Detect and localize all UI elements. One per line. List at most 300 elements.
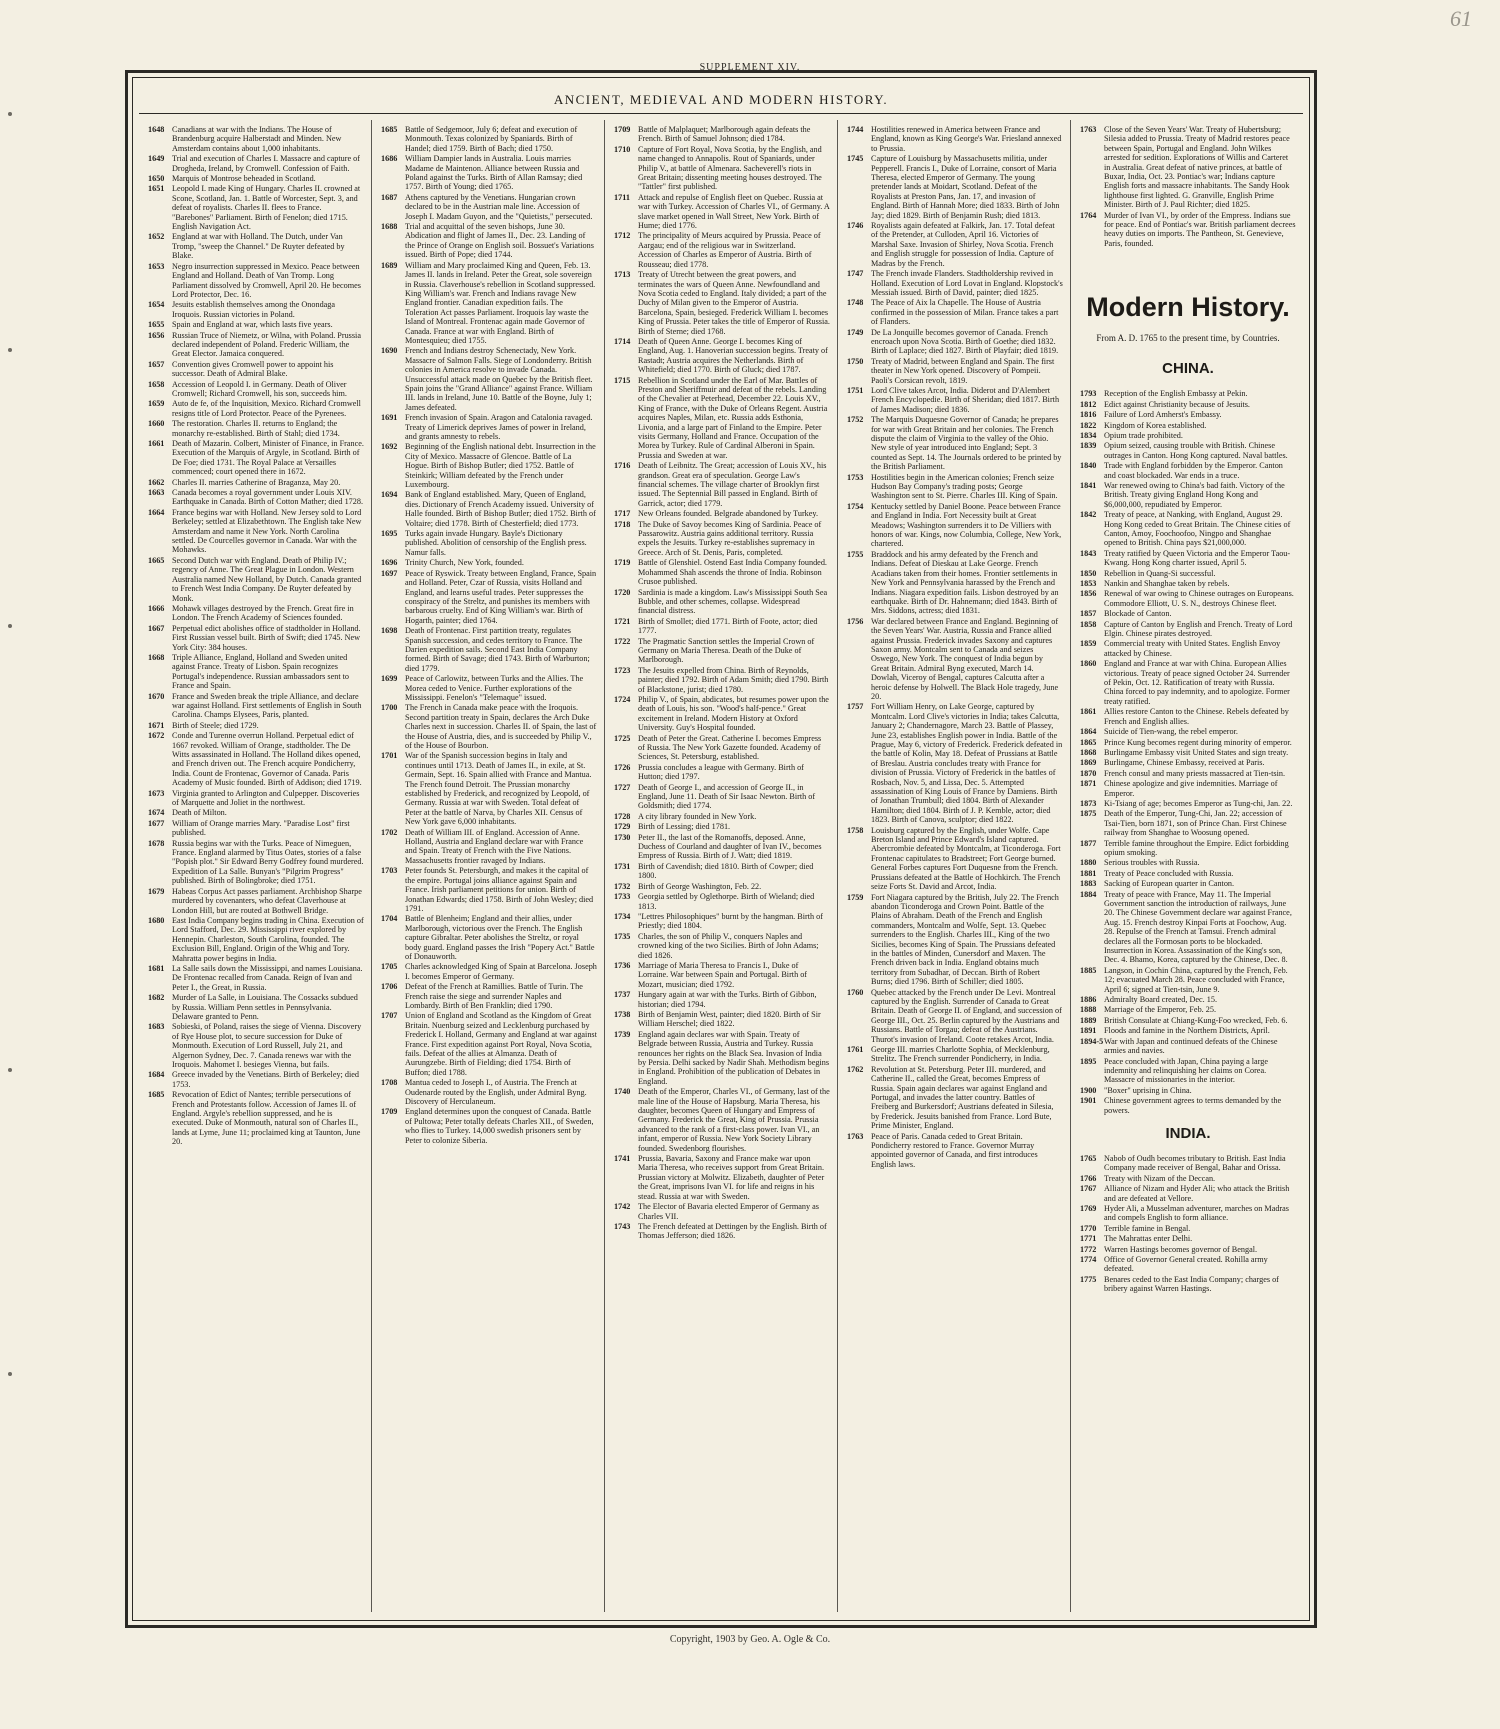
entry-year: 1691 [381, 413, 398, 423]
entry-year: 1705 [381, 962, 398, 972]
entry-year: 1864 [1080, 727, 1097, 737]
entry-text: Treaty ratified by Queen Victoria and the Emperor Taou-Kwang. Hong Kong charter issued, April 5. [1104, 548, 1291, 568]
entry-year: 1686 [381, 154, 398, 164]
entry-text: England again declares war with Spain. Treaty of Belgrade between Russia, Austria and Turkey. Russia renounces her rights on the Black Sea. Invasion of India by Persia. Delhi sacked by Nadir Shah. Methodism begins in England. Prohibition of the publication of Debates in England. [638, 1029, 830, 1086]
history-entry [1080, 707, 1296, 726]
entry-year: 1750 [847, 356, 864, 366]
history-entry [381, 346, 597, 412]
frame-inner [132, 77, 1310, 1621]
entry-text: Allies restore Canton to the Chinese. Rebels defeated by French and English allies. [1104, 707, 1289, 726]
history-entry [1080, 639, 1296, 658]
entry-year: 1769 [1080, 1203, 1097, 1213]
entry-text: Louisburg captured by the English, under Wolfe. Cape Breton Island and Prince Edward's Island captured. Abercrombie defeated by Montcalm, at Ticonderoga. Fort Frontenac capitulates to Bradstreet; Fort George burned. General Forbes captures Fort Duquesne from the French. Prussians defeated at the Battle of Hochkirch. The French seize Forts St. David and Arcot, India. [871, 825, 1061, 892]
history-entry [1080, 609, 1296, 618]
entry-year: 1700 [381, 703, 398, 713]
history-entry [381, 558, 597, 567]
history-entry [614, 270, 830, 336]
entry-text: The Peace of Aix la Chapelle. The House of Austria confirmed in the possession of Milan. France takes a part of Flanders. [871, 298, 1059, 327]
modern-history-subtitle: From A. D. 1765 to the present time, by Countries. [1096, 333, 1280, 344]
entry-text: Blockade of Canton. [1104, 609, 1172, 619]
entry-text: William of Orange marries Mary. "Paradise Lost" first published. [172, 818, 350, 838]
history-entry [614, 862, 830, 881]
entry-text: Nankin and Shanghae taken by rebels. [1104, 579, 1230, 588]
entry-year: 1834 [1080, 430, 1097, 440]
entry-text: The Elector of Bavaria elected Emperor of Germany as Charles VII. [638, 1202, 819, 1221]
entry-text: England at war with Holland. The Dutch, under Van Tromp, "sweep the Channel." De Ruyter defeated by Blake. [172, 232, 345, 261]
history-entry [847, 893, 1063, 987]
binding-hole [8, 1372, 12, 1376]
entry-text: Spain and England at war, which lasts five years. [172, 320, 333, 330]
entry-text: Treaty of Madrid, between England and Spain. The first theater in New York opened. Discovery of Pompeii. Paoli's Corsican revolt, 1819. [871, 356, 1055, 385]
entry-year: 1657 [148, 359, 165, 369]
history-entry [614, 783, 830, 811]
entry-text: Death of Leibnitz. The Great; accession of Louis XV., his grandson. Great era of speculation. George Law's financial schemes. The village charter of Brooklyn first issued. The Septennial Bill passed in England. Birth of Garrick, actor; died 1779. [638, 461, 827, 508]
history-entry [1080, 589, 1296, 608]
entry-text: New Orleans founded. Belgrade abandoned by Turkey. [638, 509, 819, 519]
entry-text: Sobieski, of Poland, raises the siege of Vienna. Discovery of Rye House plot, to secure succession for Duke of Monmouth. Execution of Lord Russell, July 21, and Algernon Sydney, Dec. 7. Canada renews war with the Iroquois. Mahomet I. besieges Vienna, but fails. [172, 1022, 362, 1069]
history-entry [1080, 966, 1296, 994]
entry-year: 1767 [1080, 1184, 1097, 1194]
entry-year: 1724 [614, 694, 631, 704]
entry-text: Battle of Blenheim; England and their allies, under Marlborough, victorious over the French. The English capture Gibraltar. Peter abolishes the Streltz, or royal body guard. England passes the Irish "Popery Act." Battle of Donauworth. [405, 914, 595, 961]
history-entry [614, 520, 830, 558]
entry-year: 1751 [847, 385, 864, 395]
history-entry [148, 184, 364, 231]
history-entry [148, 439, 364, 477]
history-entry [614, 1087, 830, 1153]
entry-year: 1757 [847, 702, 864, 712]
entry-text: Birth of Smollet; died 1771. Birth of Foote, actor; died 1777. [638, 616, 818, 636]
entry-text: Ki-Tsiang of age; becomes Emperor as Tung-chi, Jan. 22. [1104, 798, 1293, 808]
history-entry [1080, 995, 1296, 1004]
entry-text: Leopold I. made King of Hungary. Charles II. crowned at Scone, Scotland, Jan. 1. Battle of Worcester, Sept. 3, and defeat of royalists. Charles II. flees to France. "Barebones" Parliament. Birth of Fenelon; died 1715. English Navigation Act. [172, 184, 361, 232]
entry-text: Marquis of Montrose beheaded in Scotland. [172, 174, 316, 184]
entry-text: Mohawk villages destroyed by the French. Great fire in London. The French Academy of Sciences founded. [172, 603, 354, 623]
entry-year: 1685 [148, 1090, 165, 1100]
entry-year: 1889 [1080, 1015, 1097, 1025]
entry-text: Sacking of European quarter in Canton. [1104, 879, 1235, 889]
history-entry [1080, 1255, 1296, 1274]
entry-year: 1692 [381, 442, 398, 452]
entry-year: 1674 [148, 808, 165, 818]
entry-text: Treaty of peace with France, May 11. The Imperial Government sanction the introduction of railways, June 20. The Chinese Government declare war against France, Aug. 15. French destroy Kinpai Forts at Foochow, Aug. 28. Repulse of the French at Tamsui. French admiral declares all the Formosan ports to be blockaded. Insurrection in Korea. Assassination of the King's son, Dec. 4. Bhamo, Korea, captured by the Chinese, Dec. 8. [1104, 889, 1292, 965]
page-title: ANCIENT, MEDIEVAL AND MODERN HISTORY. [553, 92, 889, 107]
entry-year: 1707 [381, 1011, 398, 1021]
entry-year: 1654 [148, 300, 165, 310]
history-entry [148, 721, 364, 730]
history-entry [847, 269, 1063, 297]
history-entry [614, 509, 830, 518]
history-entry [148, 887, 364, 915]
entry-year: 1901 [1080, 1096, 1097, 1106]
entry-year: 1727 [614, 782, 631, 792]
entry-year: 1689 [381, 260, 398, 270]
entry-year: 1858 [1080, 619, 1097, 629]
history-entry [1080, 1016, 1296, 1025]
entry-text: The Pragmatic Sanction settles the Imperial Crown of Germany on Maria Theresa. Death of the Duke of Marlborough. [638, 636, 815, 665]
entry-text: "Lettres Philosophiques" burnt by the hangman. Birth of Priestly; died 1804. [638, 911, 823, 931]
entry-year: 1680 [148, 915, 165, 925]
entry-text: Death of the Emperor, Tung-Chi, Jan. 22; accession of Tsai-Tien, born 1871, son of Prince Chan. First Chinese railway from Shanghae to Woosung opened. [1104, 809, 1287, 838]
history-entry [148, 653, 364, 691]
entry-text: French and Indians destroy Schenectady, New York. Massacre of Salmon Falls. Siege of Londonderry. British colonies in America resolve to invade Canada. Unsuccessful attack made on Quebec by the British fleet. Spain joins the "Grand Alliance" against France. William III. lands in Ireland, June 10. Battle of the Boyne, July 1; James defeated. [405, 346, 593, 412]
india-heading: INDIA. [1165, 1124, 1211, 1142]
history-entry [847, 502, 1063, 549]
entry-text: Failure of Lord Amherst's Embassy. [1104, 410, 1222, 420]
history-entry [847, 550, 1063, 616]
entry-text: Opium trade prohibited. [1104, 430, 1183, 440]
entry-year: 1672 [148, 731, 165, 741]
history-entry [148, 1090, 364, 1146]
history-entry [847, 125, 1063, 153]
history-entry [847, 826, 1063, 892]
entry-year: 1738 [614, 1009, 631, 1019]
entry-year: 1687 [381, 192, 398, 202]
history-entry [614, 337, 830, 375]
entry-text: The Mahrattas enter Delhi. [1104, 1234, 1193, 1244]
entry-year: 1681 [148, 963, 165, 973]
entry-year: 1697 [381, 568, 398, 578]
entry-year: 1663 [148, 488, 165, 498]
entry-text: Renewal of war owing to Chinese outrages on Europeans. Commodore Elliott, U. S. N., destroys Chinese fleet. [1104, 589, 1294, 608]
entry-year: 1711 [614, 192, 630, 202]
entry-text: Quebec attacked by the French under De Levi. Montreal captured by the English. Surrender of Canada to Great Britain. Death of George II. of England, and succession of George III., Oct. 25. Berlin captured by the Austrians and Russians. Battle of Torgau; defeat of the Austrians. Thurot's invasion of Ireland. Coote retakes Arcot, India. [871, 987, 1062, 1044]
entry-year: 1717 [614, 509, 631, 519]
entry-text: Birth of George Washington, Feb. 22. [638, 881, 762, 891]
history-entry [148, 993, 364, 1021]
entry-text: Hostilities begin in the American colonies; French seize Hudson Bay Company's trading posts; George Washington sent to St. Pierre. Charles III. King of Spain. [871, 472, 1058, 501]
history-entry [381, 703, 597, 750]
entry-text: De La Jonquille becomes governor of Canada. French encroach upon Nova Scotia. Birth of Goethe; died 1832. Birth of Laplace; died 1827. Birth of Playfair; died 1819. [871, 327, 1059, 356]
entry-year: 1822 [1080, 420, 1097, 430]
history-entry [148, 380, 364, 399]
history-entry [1080, 659, 1296, 706]
entry-year: 1759 [847, 892, 864, 902]
entry-text: Peter II., the last of the Romanoffs, deposed. Anne, Duchess of Courland and daughter of Ivan IV., becomes Empress of Russia. Birth of J. Watt; died 1819. [638, 832, 822, 861]
entry-year: 1742 [614, 1202, 631, 1212]
binding-hole [8, 624, 12, 628]
entry-year: 1648 [148, 125, 165, 134]
history-entry [148, 320, 364, 329]
entry-year: 1880 [1080, 858, 1097, 868]
entry-year: 1839 [1080, 441, 1097, 451]
entry-year: 1677 [148, 818, 165, 828]
history-entry [148, 360, 364, 379]
entry-text: Burlingame, Chinese Embassy, received at Paris. [1104, 758, 1265, 768]
entry-text: Peace of Paris. Canada ceded to Great Britain. Pondicherry restored to France. Governor Murray appointed governor of Canada, and first introduces English laws. [871, 1131, 1038, 1169]
history-entry [148, 964, 364, 992]
entry-text: Battle of Sedgemoor, July 6; defeat and execution of Monmouth. Texas colonized by Spaniards. Birth of Handel; died 1759. Birth of Bach; died 1750. [405, 125, 578, 153]
entry-year: 1816 [1080, 410, 1097, 420]
history-entry [614, 695, 830, 733]
entry-text: Peace of Carlowitz, between Turks and the Allies. The Morea ceded to Venice. Further explorations of the Mississippi. Fenelon's "Telemaque" issued. [405, 674, 584, 702]
entry-text: Chinese apologize and give indemnities. Marriage of Emperor. [1104, 779, 1278, 798]
entry-year: 1708 [381, 1078, 398, 1088]
entry-year: 1709 [614, 125, 631, 134]
entry-year: 1725 [614, 733, 631, 743]
history-entry [614, 912, 830, 931]
entry-year: 1885 [1080, 965, 1097, 975]
entry-year: 1696 [381, 558, 398, 568]
entry-text: Birth of Benjamin West, painter; died 1820. Birth of Sir William Herschel; died 1822. [638, 1009, 821, 1029]
entry-year: 1754 [847, 501, 864, 511]
history-entry [847, 473, 1063, 501]
entry-text: Prussia concludes a league with Germany. Birth of Hutton; died 1797. [638, 762, 804, 782]
entry-text: Warren Hastings becomes governor of Bengal. [1104, 1244, 1258, 1254]
entry-text: William and Mary proclaimed King and Queen, Feb. 13. James II. lands in Ireland. Peter the Great, sole sovereign in Russia. Claverhouse's rebellion in Scotland suppressed. King William's war. French and Indians ravage New England frontier. Canadian expedition fails. The Toleration Act passes Parliament. Iroquois lay waste the Island of Montreal. Frontenac again made Governor of Canada. France at war with England. Birth of Montesquieu; died 1755. [405, 260, 596, 345]
entry-text: Floods and famine in the Northern Districts, April. [1104, 1026, 1270, 1036]
entry-year: 1853 [1080, 579, 1097, 588]
entry-year: 1662 [148, 477, 165, 487]
history-entry [1080, 769, 1296, 778]
entry-text: Hyder Ali, a Musselman adventurer, marches on Madras and compels English to form alliance. [1104, 1203, 1289, 1223]
history-entry [1080, 1037, 1296, 1056]
entry-year: 1739 [614, 1029, 631, 1039]
entry-text: Death of William III. of England. Accession of Anne. Holland, Austria and England declare war with France and Spain. Treaty of French with the Five Nations. Massachusetts frontier ravaged by Indians. [405, 827, 584, 865]
entry-year: 1735 [614, 931, 631, 941]
entry-text: Beginning of the English national debt. Insurrection in the City of Mexico. Massacre of Glencoe. Battle of La Hogue. Birth of Bishop Butler; died 1752. Battle of Steinkirk; William defeated by the French under Luxembourg. [405, 442, 596, 490]
history-entry [614, 193, 830, 231]
entry-text: Prince Kung becomes regent during minority of emperor. [1104, 737, 1292, 747]
entry-year: 1671 [148, 720, 165, 730]
history-entry [148, 1022, 364, 1069]
entry-text: Treaty of peace, at Nanking, with England, August 29. Hong Kong ceded to Great Britain. The Chinese cities of Canton, Amoy, Foochoofoo, Ningpo and Shanghae opened to British. China pays $21,000,000. [1104, 510, 1291, 548]
history-entry [847, 328, 1063, 356]
entry-year: 1900 [1080, 1085, 1097, 1095]
entry-text: Russia begins war with the Turks. Peace of Nimeguen, France. England alarmed by Titus Oates, stories of a false "Popish plot." Sir Edward Berry Godfrey found murdered. Expedition of La Salle. Bunyan's "Pilgrim Progress" published. Birth of Bolingbroke; died 1751. [172, 838, 364, 886]
entry-text: Capture of Louisburg by Massachusetts militia, under Pepperell. Francis I., Duke of Lorraine, consort of Maria Theresa, elected Emperor of Germany. The young pretender lands at Moidart, Scotland. Defeat of the Royalists at Preston Pans, Jan. 17, and invasion of England. Birth of Hannah More; died 1833. Birth of John Jay; died 1829. Birth of Benjamin Rush; died 1813. [871, 154, 1060, 220]
history-entry [614, 1222, 830, 1241]
entry-text: Edict against Christianity because of Jesuits. [1104, 399, 1250, 409]
history-entry [148, 839, 364, 886]
entry-text: Trial and acquittal of the seven bishops, June 30. Abdication and flight of James II., Dec. 23. Landing of the Prince of Orange on English soil. Bossuet's Variations issued. Birth of Pope; died 1744. [405, 222, 594, 260]
history-entry [381, 442, 597, 489]
entry-text: Accession of Leopold I. in Germany. Death of Oliver Cromwell; Richard Cromwell, his son, succeeds him. [172, 379, 347, 398]
history-entry [381, 982, 597, 1010]
history-entry [148, 731, 364, 787]
entry-year: 1884 [1080, 889, 1097, 899]
entry-text: Charles, the son of Philip V., conquers Naples and crowned king of the two Sicilies. Birth of John Adams; died 1826. [638, 931, 819, 960]
history-entry [614, 617, 830, 636]
history-entry [381, 828, 597, 866]
history-entry [847, 1132, 1063, 1170]
history-entry [148, 624, 364, 652]
history-entry [1080, 890, 1296, 965]
history-entry [614, 734, 830, 762]
entry-year: 1741 [614, 1154, 631, 1164]
entry-text: Serious troubles with Russia. [1104, 858, 1200, 868]
entry-text: Greece invaded by the Venetians. Birth of Berkeley; died 1753. [172, 1070, 359, 1089]
history-entry [148, 125, 364, 153]
entry-year: 1720 [614, 587, 631, 597]
entry-text: Charles II. marries Catherine of Braganza, May 20. [172, 477, 341, 487]
entry-year: 1752 [847, 415, 864, 425]
entry-year: 1709 [381, 1107, 398, 1117]
entry-text: La Salle sails down the Mississippi, and names Louisiana. De Frontenac recalled from Canada. Reign of Ivan and Peter I., the Great, in Russia. [172, 963, 363, 992]
history-entry [381, 261, 597, 346]
entry-text: Death of Frontenac. First partition treaty, regulates Spanish succession, and cedes territory to France. The Darien expedition sails. Second East India Company formed. Birth of Savage; died 1743. Birth of Warburton; died 1779. [405, 626, 590, 673]
entry-text: Perpetual edict abolishes office of stadtholder in Holland. First Russian vessel built. Birth of Swift; died 1745. New York City: 384 houses. [172, 623, 361, 652]
entry-year: 1745 [847, 154, 864, 164]
entry-year: 1881 [1080, 868, 1097, 878]
entry-year: 1764 [1080, 210, 1097, 220]
entry-text: East India Company begins trading in China. Execution of Lord Stafford, Dec. 29. Mississippi river explored by Hennepin. Charleston, South Carolina, founded. The Exclusion Bill, England. Origin of the Whig and Tory. Mahratta power begins in India. [172, 915, 364, 963]
history-entry [1080, 1096, 1296, 1115]
entry-year: 1703 [381, 866, 398, 876]
entry-year: 1668 [148, 652, 165, 662]
entry-text: Hostilities renewed in America between France and England, known as King George's War. Friesland annexed to Prussia. [871, 125, 1062, 153]
history-entry [1080, 481, 1296, 509]
history-entry [1080, 1057, 1296, 1085]
entry-year: 1728 [614, 811, 631, 821]
history-entry [1080, 779, 1296, 798]
entry-year: 1670 [148, 691, 165, 701]
history-entry [148, 174, 364, 183]
entry-text: Admiralty Board created, Dec. 15. [1104, 995, 1217, 1005]
modern-history-title: Modern History. [1086, 292, 1290, 323]
entry-text: War declared between France and England. Beginning of the Seven Years' War. Austria, Russia and France allied against Prussia. Frederick invades Saxony and captures Saxon army. Montcalm sent to Canada and seizes Oswego, New York. The conquest of India begun by Great Britain. Admiral Byng executed, March 14. Dowlah, Viceroy of Bengal, captures Calcutta after a heroic defense by Holwell. The Black Hole tragedy, June 20. [871, 616, 1059, 701]
entry-text: Royalists again defeated at Falkirk, Jan. 17. Total defeat of the Pretender, at Culloden, April 16. Victories of Marshal Saxe. Invasion of Shirley, Nova Scotia. French and English struggle for possession of India. Capture of Madras by the French. [871, 221, 1055, 268]
entry-text: Trade with England forbidden by the Emperor. Canton and coast blockaded. War ends in a truce. [1104, 461, 1283, 480]
history-entry [381, 1107, 597, 1145]
history-entry [614, 1202, 830, 1221]
entry-text: Peace concluded with Japan, China paying a large indemnity and relinquishing her claims on Corea. Massacre of missionaries in the interior. [1104, 1056, 1268, 1085]
entry-text: Treaty of Peace concluded with Russia. [1104, 868, 1234, 878]
entry-year: 1865 [1080, 737, 1097, 747]
history-entry [1080, 620, 1296, 639]
history-entry [614, 990, 830, 1009]
history-entry [847, 1065, 1063, 1131]
history-entry [148, 604, 364, 623]
entry-year: 1659 [148, 399, 165, 409]
entry-year: 1732 [614, 881, 631, 891]
history-entry [614, 812, 830, 821]
entry-year: 1850 [1080, 568, 1097, 578]
binding-hole [8, 348, 12, 352]
history-entry [1080, 758, 1296, 767]
entry-text: Commercial treaty with United States. English Envoy attacked by Chinese. [1104, 639, 1281, 658]
entry-text: Georgia settled by Oglethorpe. Birth of Wieland; died 1813. [638, 892, 815, 911]
history-entry [847, 415, 1063, 471]
entry-text: Reception of the English Embassy at Pekin. [1104, 389, 1248, 399]
history-entry [1080, 809, 1296, 837]
binding-hole [8, 112, 12, 116]
history-entry [381, 222, 597, 260]
entry-year: 1660 [148, 419, 165, 429]
entry-text: France begins war with Holland. New Jersey sold to Lord Berkeley; settled at Elizabethtown. The English take New Amsterdam and name it New York. North Carolina settled. De Courcelles governor in Canada. War with the Mohawks. [172, 507, 362, 555]
history-entry [614, 932, 830, 960]
entry-year: 1868 [1080, 747, 1097, 757]
entry-year: 1719 [614, 558, 631, 568]
history-entry [614, 231, 830, 269]
history-entry [148, 916, 364, 963]
entry-year: 1650 [148, 174, 165, 184]
entry-text: Benares ceded to the East India Company; charges of bribery against Warren Hastings. [1104, 1274, 1279, 1294]
entry-text: Murder of Ivan VI., by order of the Empress. Indians sue for peace. End of Pontiac's war. British parliament decrees heavy duties on imports. The Pantheon, St. Genevieve, Paris, founded. [1104, 210, 1296, 248]
entry-text: Birth of Lessing; died 1781. [638, 822, 731, 832]
entry-text: The Marquis Duquesne Governor of Canada; he prepares for war with Great Britain and her colonies. The French dispute the claim of Virginia to the valley of the Ohio. New style of year introduced into England; Sept. 3 counted as Sept. 14. The Journals ordered to be printed by the British Parliament. [871, 415, 1062, 472]
history-entry [614, 763, 830, 782]
history-entry [1080, 879, 1296, 888]
entry-year: 1763 [847, 1131, 864, 1141]
entry-year: 1723 [614, 665, 631, 675]
entry-year: 1649 [148, 154, 165, 164]
entry-text: Death of Queen Anne. George I. becomes King of England, Aug. 1. Hanoverian succession begins. Treaty of Rastadt; Austria acquires the Netherlands. Birth of Whitefield; died 1770. Birth of Gluck; died 1787. [638, 336, 828, 375]
entry-text: France and Sweden break the triple Alliance, and declare war against Holland. First settlements of English in South Carolina. Champs Elysees, Paris, planted. [172, 691, 362, 720]
history-entry [614, 558, 830, 586]
history-entry [1080, 1234, 1296, 1243]
entry-text: Philip V., of Spain, abdicates, but resumes power upon the death of Louis, his son. "Wood's half-pence." Great excitement in Ireland. Modern History at Oxford University. Guy's Hospital founded. [638, 694, 829, 733]
entry-text: Mantua ceded to Joseph I., of Austria. The French at Oudenarde routed by the English, under Admiral Byng. Discovery of Herculaneum. [405, 1078, 587, 1107]
entry-year: 1753 [847, 472, 864, 482]
entry-text: Athens captured by the Venetians. Hungarian crown declared to be in the Austrian male line. Accession of Joseph I. Madam Guyon, and the "Quietists," persecuted. [405, 192, 593, 221]
history-entry [148, 808, 364, 817]
entry-year: 1704 [381, 914, 398, 924]
entry-year: 1758 [847, 825, 864, 835]
entry-year: 1775 [1080, 1274, 1097, 1284]
entry-text: Canada becomes a royal government under Louis XIV. Earthquake in Canada. Birth of Cotton Mather; died 1728. [172, 488, 363, 507]
entry-year: 1652 [148, 232, 165, 242]
entry-year: 1894-5 [1080, 1036, 1104, 1046]
entry-year: 1763 [1080, 125, 1097, 134]
history-entry [1080, 799, 1296, 808]
entry-year: 1748 [847, 298, 864, 308]
history-entry [1080, 421, 1296, 430]
entry-text: Langson, in Cochin China, captured by the French, Feb. 12; evacuated March 28. Peace concluded with France, April 6; signed at Tien-tsin, June 9. [1104, 965, 1288, 994]
entry-text: "Boxer" uprising in China. [1104, 1085, 1192, 1095]
entry-text: Triple Alliance, England, Holland and Sweden united against France. Treaty of Lisbon. Spain recognizes Portugal's independence. Russian ambassadors sent to France and Spain. [172, 652, 350, 691]
entry-year: 1857 [1080, 609, 1097, 619]
entry-year: 1756 [847, 616, 864, 626]
entry-text: Marriage of the Emperor, Feb. 25. [1104, 1005, 1216, 1015]
history-entry [1080, 389, 1296, 398]
history-entry [381, 1011, 597, 1077]
history-entry [148, 419, 364, 438]
entry-year: 1731 [614, 861, 631, 871]
entry-text: The French defeated at Dettingen by the English. Birth of Thomas Jefferson; died 1826. [638, 1221, 827, 1241]
entry-text: French invasion of Spain. Aragon and Catalonia ravaged. Treaty of Limerick deprives James of power in Ireland, and grants amnesty to rebels. [405, 413, 593, 441]
history-entry [1080, 579, 1296, 588]
entry-year: 1714 [614, 336, 631, 346]
history-entry [1080, 1204, 1296, 1223]
entry-year: 1664 [148, 507, 165, 517]
entry-year: 1684 [148, 1070, 165, 1080]
entry-text: The French in Canada make peace with the Iroquois. Second partition treaty in Spain, declares the Arch Duke Charles next in succession. Charles II. of Spain, the last of the House of Austria, dies, and is succeeded by Philip V., of the House of Bourbon. [405, 703, 597, 750]
entry-year: 1760 [847, 987, 864, 997]
entry-year: 1770 [1080, 1223, 1097, 1233]
history-entry [1080, 727, 1296, 736]
entry-year: 1747 [847, 269, 864, 279]
entry-year: 1843 [1080, 548, 1097, 558]
entry-text: Capture of Canton by English and French. Treaty of Lord Elgin. Chinese pirates destroyed. [1104, 619, 1293, 639]
history-entry [1080, 1275, 1296, 1294]
history-entry [614, 1030, 830, 1086]
entry-year: 1871 [1080, 779, 1097, 789]
entry-text: Opium seized, causing trouble with British. Chinese outrages in Canton. Hong Kong captured. Naval battles. [1104, 441, 1288, 460]
history-entry [1080, 1224, 1296, 1233]
entry-year: 1678 [148, 838, 165, 848]
entry-text: Battle of Malplaquet; Marlborough again defeats the French. Birth of Samuel Johnson; died 1784. [638, 125, 811, 144]
history-entry [381, 626, 597, 673]
entry-year: 1656 [148, 330, 165, 340]
entry-text: War renewed owing to China's bad faith. Victory of the British. Treaty giving England Hong Kong and $6,000,000, repudiated by Emperor. [1104, 480, 1285, 509]
history-entry [847, 154, 1063, 220]
history-entry [381, 914, 597, 961]
column-3 [604, 120, 837, 1612]
entry-text: Kingdom of Korea established. [1104, 420, 1207, 430]
history-entry [1080, 461, 1296, 480]
entry-year: 1765 [1080, 1153, 1097, 1163]
